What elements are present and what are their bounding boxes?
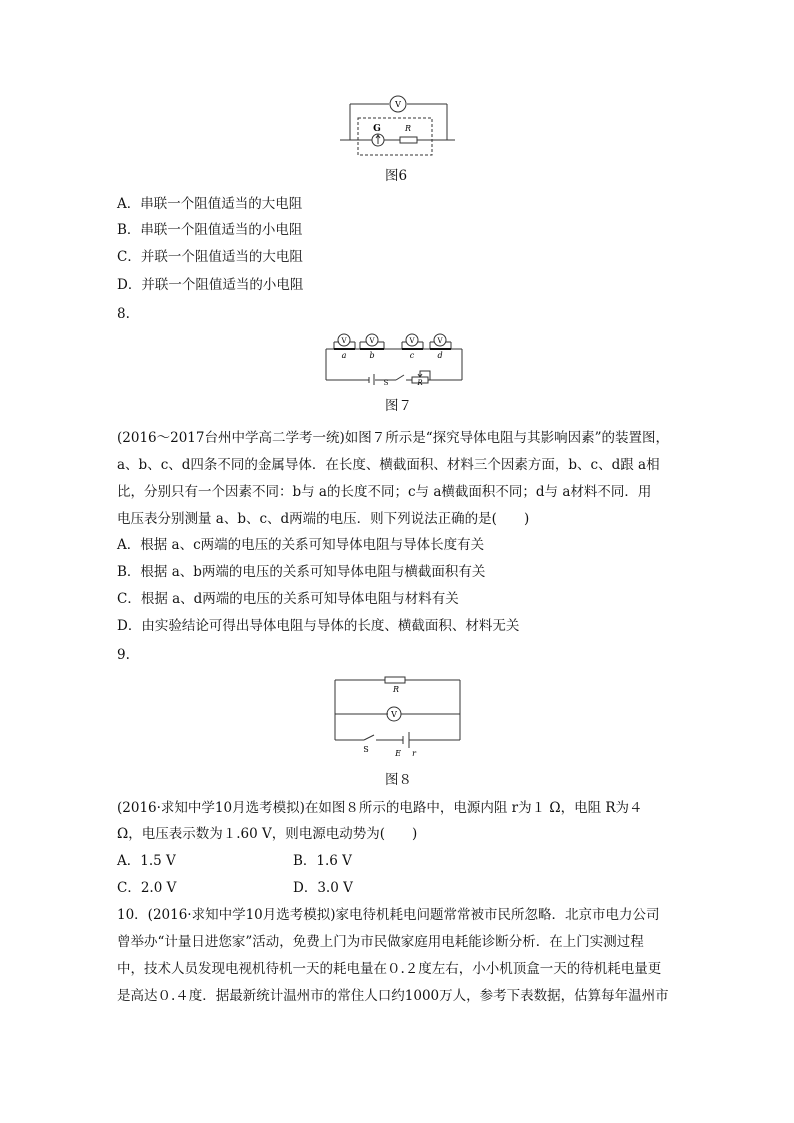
figure-8-circuit (330, 672, 465, 764)
voltmeter-2-label: V (369, 337, 375, 345)
q9-option-a: A．1.5 V (117, 853, 176, 869)
q9-stem-line-2: Ω，电压表示数为１.60 V，则电源电动势为( ) (117, 826, 418, 842)
q10-line-4: 是高达０.４度．据最新统计温州市的常住人口约1000万人，参考下表数据，估算每年温州市 (117, 988, 669, 1004)
q8-option-d: D．由实验结论可得出导体电阻与导体的长度、横截面积、材料无关 (117, 618, 520, 634)
switch-label: S (383, 379, 389, 385)
q7-option-d: D．并联一个阻值适当的小电阻 (117, 277, 304, 293)
voltmeter-4-label: V (437, 337, 443, 345)
conductor-d-label: d (437, 351, 443, 360)
resistor-label: R (392, 685, 400, 694)
q7-option-a: A．串联一个阻值适当的大电阻 (117, 196, 303, 212)
q8-stem-line-1: (2016～2017台州中学高二学考一统)如图７所示是“探究导体电阻与其影响因素”的装置图， (117, 430, 670, 446)
q9-stem-line-1: (2016·求知中学10月选考模拟)在如图８所示的电路中，电源内阻 r为１ Ω，电阻 R为４ (117, 800, 643, 816)
switch-label: S (363, 745, 369, 754)
galvanometer-label: G (373, 124, 381, 134)
q9-option-d: D．3.0 V (293, 880, 353, 896)
q9-number: 9. (117, 647, 130, 663)
conductor-b-label: b (369, 351, 375, 360)
figure-7-caption: 图７ (385, 398, 412, 414)
q8-stem-line-3: 比，分别只有一个因素不同：b与 a的长度不同；c与 a横截面积不同；d与 a材料不同．用 (117, 484, 652, 500)
internal-resistance-label: r (412, 749, 416, 758)
q9-option-c: C．2.0 V (117, 880, 177, 896)
q10-line-3: 中，技术人员发现电视机待机一天的耗电量在０.２度左右，小小机顶盒一天的待机耗电量更 (117, 961, 662, 977)
q9-option-b: B．1.6 V (293, 853, 352, 869)
q10-line-1: 10．(2016·求知中学10月选考模拟)家电待机耗电问题常常被市民所忽略．北京市电力公司 (117, 907, 660, 923)
q7-option-b: B．串联一个阻值适当的小电阻 (117, 222, 303, 238)
voltmeter-label: V (395, 100, 401, 109)
q8-stem-line-4: 电压表分别测量 a、b、c、d两端的电压．则下列说法正确的是( ) (117, 511, 530, 527)
q8-option-a: A．根据 a、c两端的电压的关系可知导体电阻与导体长度有关 (117, 537, 485, 553)
voltmeter-3-label: V (409, 337, 415, 345)
q8-number: 8. (117, 306, 130, 322)
conductor-a-label: a (341, 351, 347, 360)
resistor-label: R (404, 124, 412, 133)
voltmeter-1-label: V (341, 337, 347, 345)
voltmeter-label: V (391, 710, 397, 719)
q8-option-b: B．根据 a、b两端的电压的关系可知导体电阻与横截面积有关 (117, 564, 486, 580)
conductor-c-label: c (409, 351, 415, 360)
figure-8-caption: 图８ (385, 772, 412, 788)
figure-6-circuit (340, 94, 465, 160)
q8-option-c: C．根据 a、d两端的电压的关系可知导体电阻与材料有关 (117, 591, 459, 607)
q7-option-c: C．并联一个阻值适当的大电阻 (117, 249, 303, 265)
figure-7-circuit (322, 327, 467, 385)
emf-label: E (395, 749, 401, 758)
q10-line-2: 曾举办“计量日进您家”活动，免费上门为市民做家庭用电耗能诊断分析．在上门实测过程 (117, 934, 644, 950)
q8-stem-line-2: a、b、c、d四条不同的金属导体．在长度、横截面积、材料三个因素方面，b、c、d跟 a相 (117, 457, 660, 473)
rheostat-label: R (417, 379, 423, 385)
figure-6-caption: 图6 (385, 168, 408, 184)
